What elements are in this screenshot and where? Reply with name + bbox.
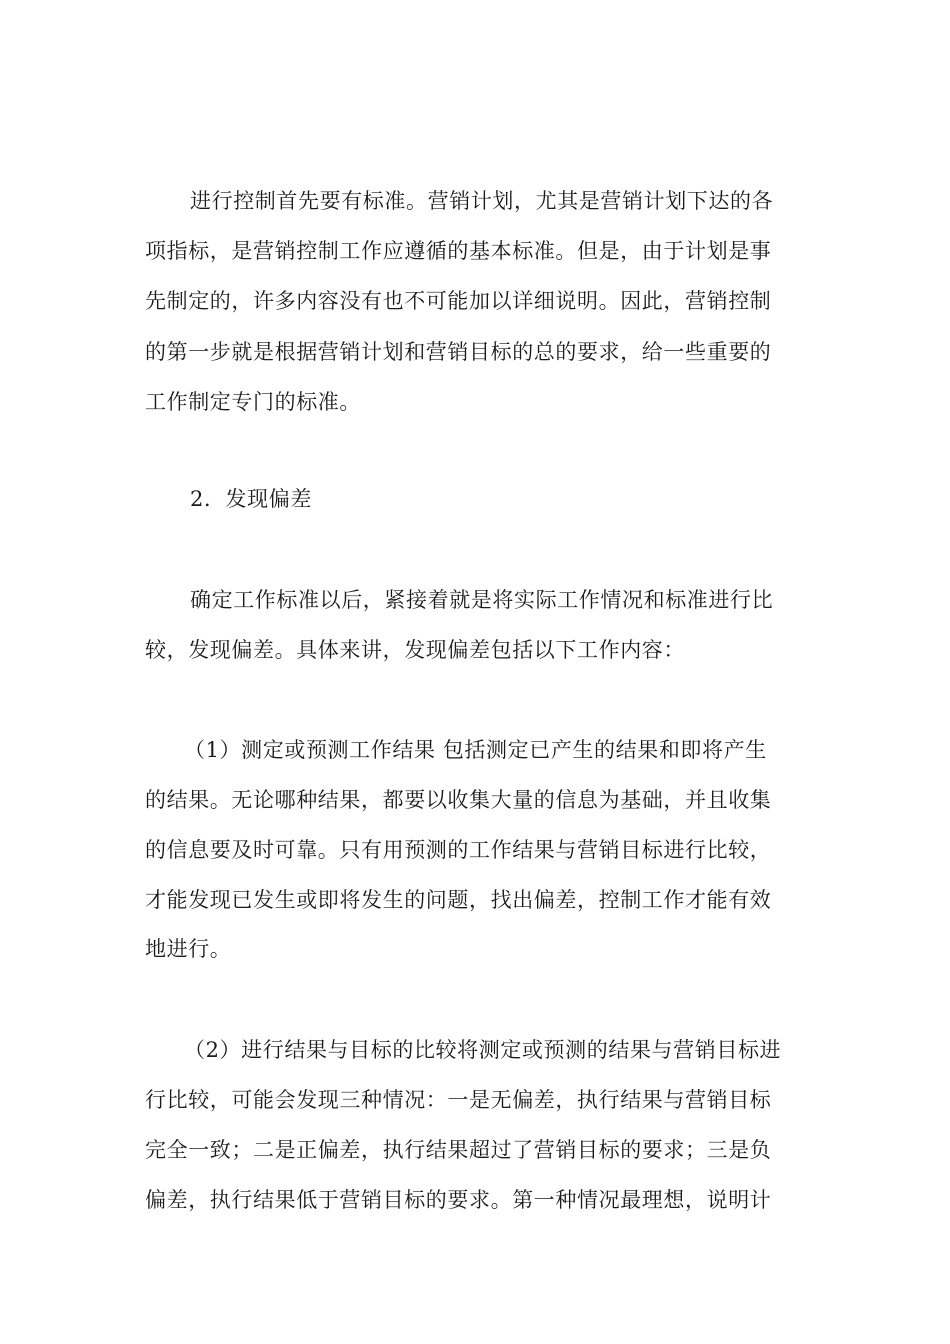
text-line: 较，发现偏差。具体来讲，发现偏差包括以下工作内容： — [145, 638, 685, 662]
text-line: 偏差，执行结果低于营销目标的要求。第一种情况最理想，说明计 — [145, 1188, 772, 1212]
text-line: 确定工作标准以后，紧接着就是将实际工作情况和标准进行比 — [190, 588, 774, 612]
text-line: 完全一致；二是正偏差，执行结果超过了营销目标的要求；三是负 — [145, 1138, 772, 1162]
text-line: 地进行。 — [145, 937, 232, 961]
text-line: （1）测定或预测工作结果 包括测定已产生的结果和即将产生 — [184, 738, 767, 762]
text-line: 进行控制首先要有标准。营销计划，尤其是营销计划下达的各 — [190, 189, 774, 213]
text-line: 先制定的，许多内容没有也不可能加以详细说明。因此，营销控制 — [145, 289, 772, 313]
text-line: 的结果。无论哪种结果，都要以收集大量的信息为基础，并且收集 — [145, 788, 772, 812]
text-line: （2）进行结果与目标的比较将测定或预测的结果与营销目标进 — [184, 1038, 782, 1062]
text-line: 项指标，是营销控制工作应遵循的基本标准。但是，由于计划是事 — [145, 239, 772, 263]
text-line: 工作制定专门的标准。 — [145, 390, 361, 414]
text-line: 的第一步就是根据营销计划和营销目标的总的要求，给一些重要的 — [145, 340, 772, 364]
text-line: 行比较，可能会发现三种情况：一是无偏差，执行结果与营销目标 — [145, 1088, 772, 1112]
text-line: 才能发现已发生或即将发生的问题，找出偏差，控制工作才能有效 — [145, 888, 772, 912]
text-line: 的信息要及时可靠。只有用预测的工作结果与营销目标进行比较， — [145, 838, 772, 862]
section-heading: 2．发现偏差 — [190, 487, 312, 511]
